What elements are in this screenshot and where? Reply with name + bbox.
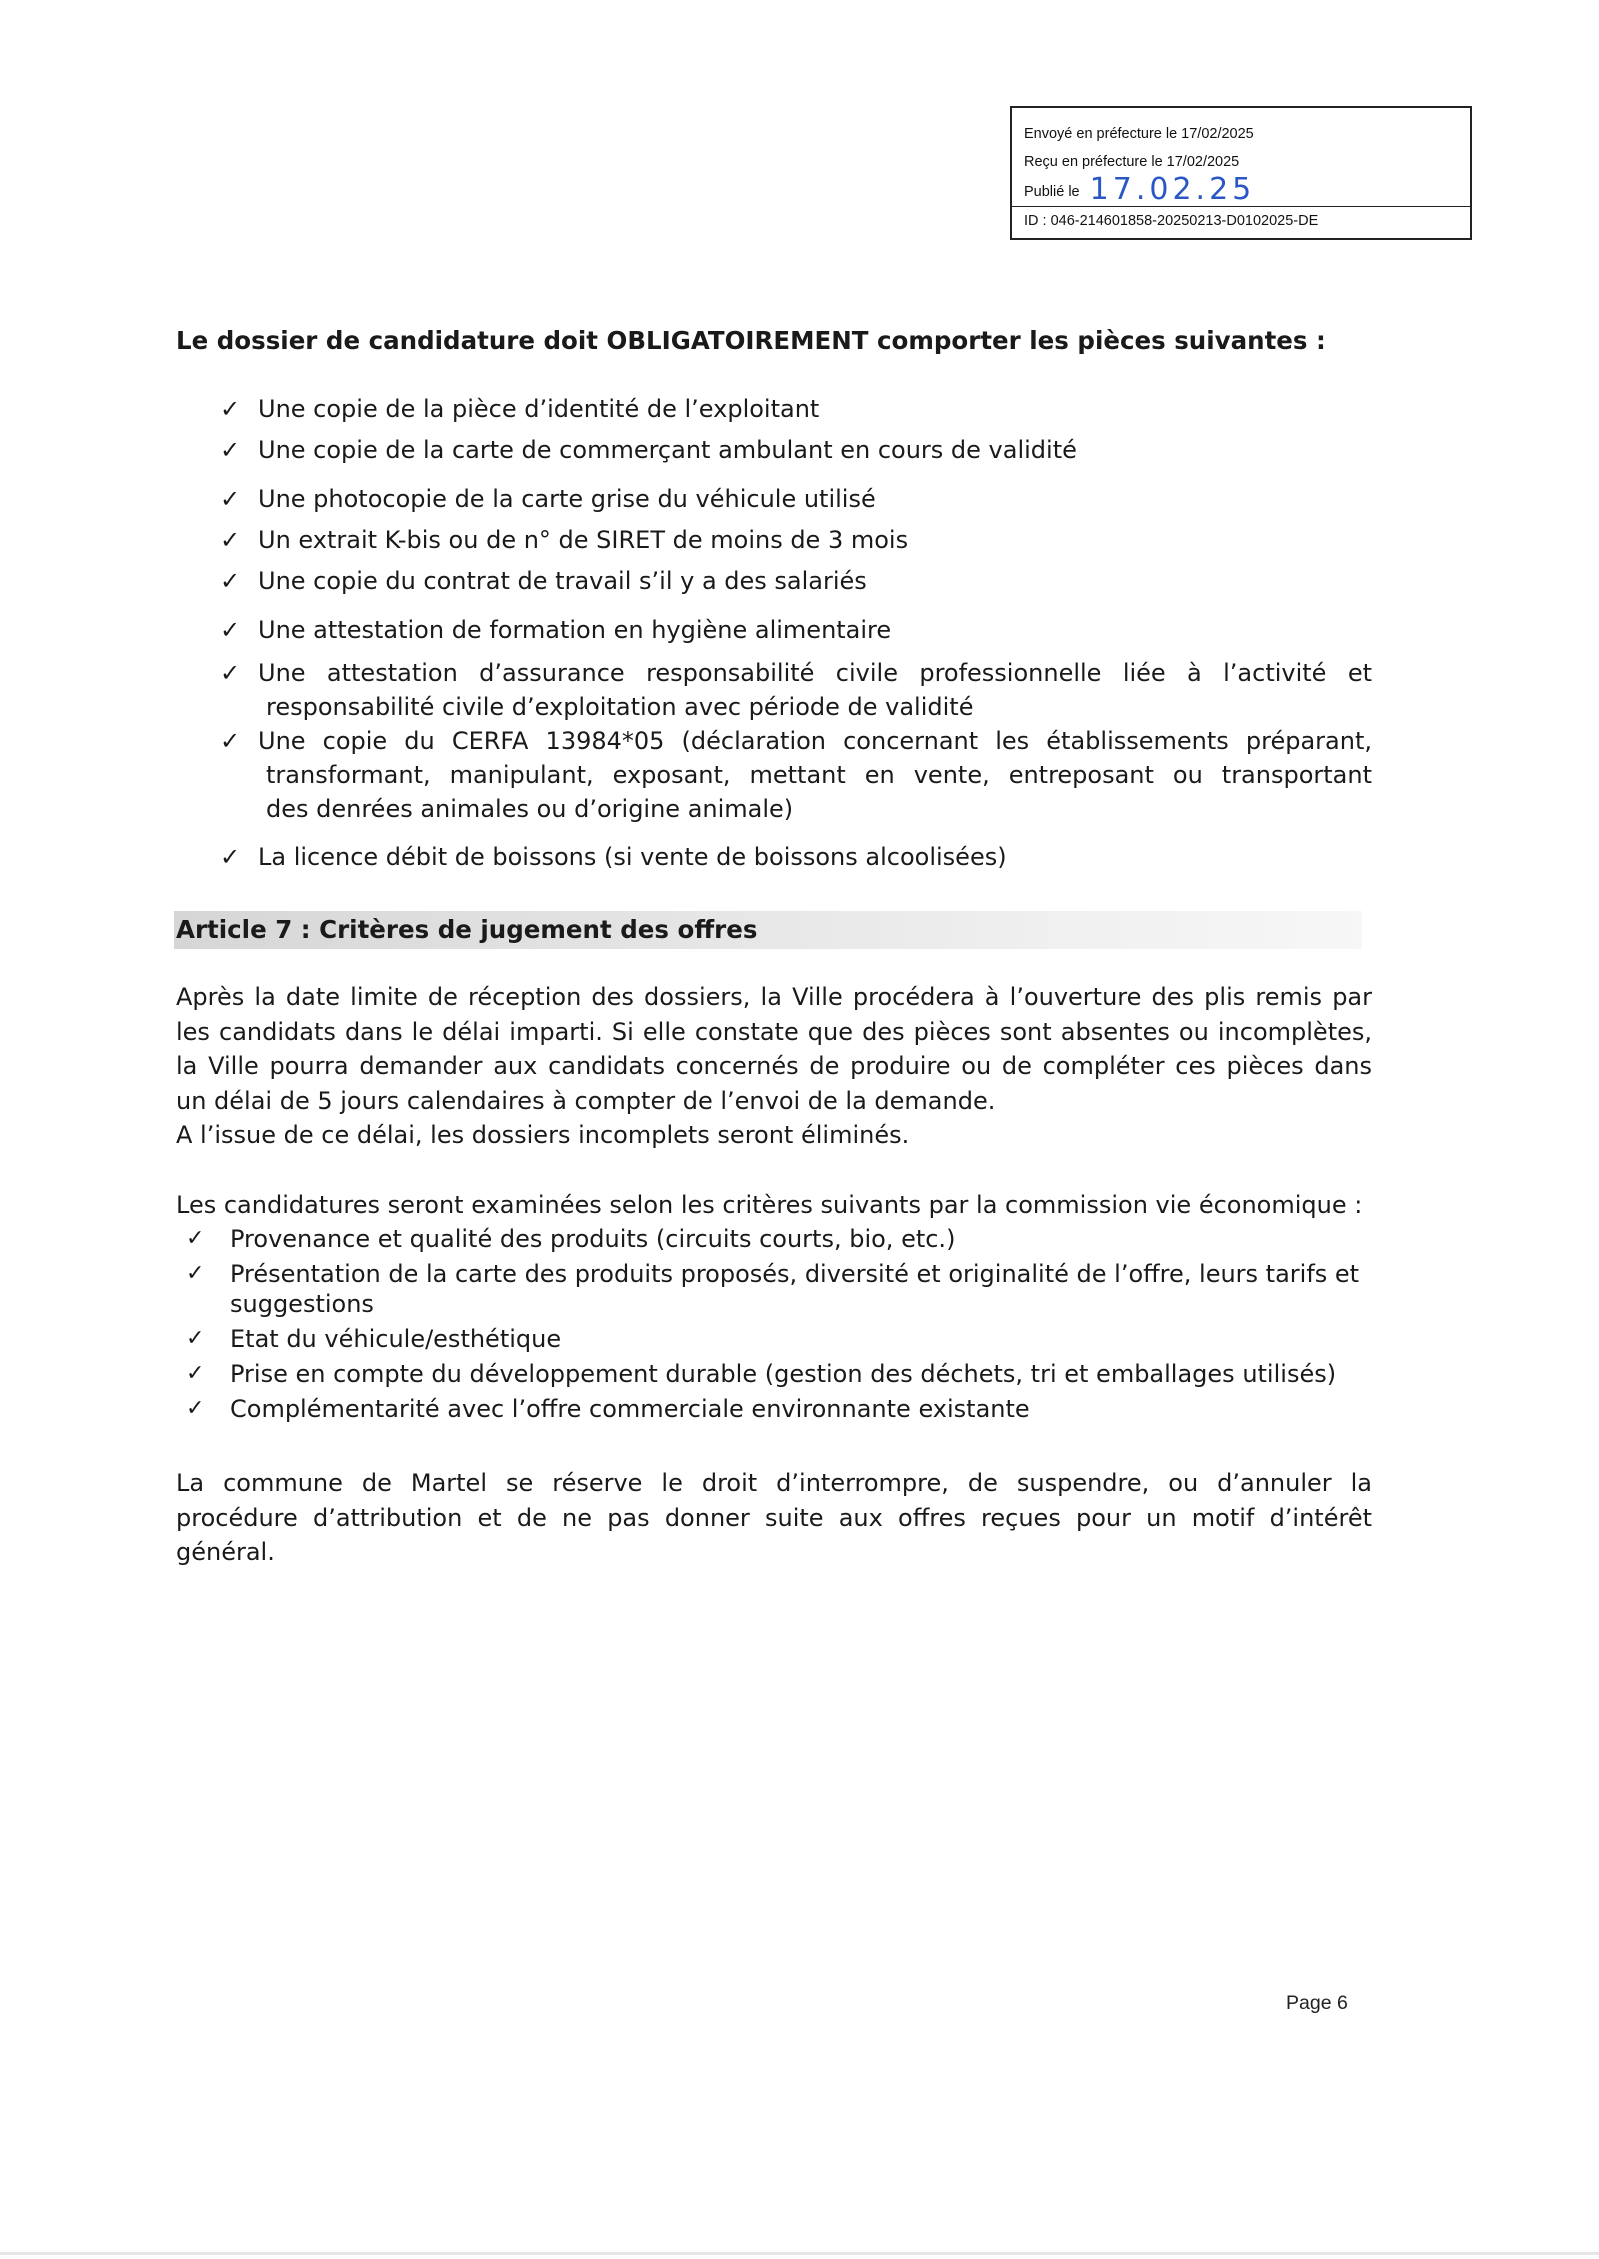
paragraph-line: la Ville pourra demander aux candidats concernés de produire ou de compléter ces pièces dans [176, 1052, 1372, 1080]
list-item [176, 1394, 1396, 1424]
list-item [220, 724, 1372, 826]
list-item-text: Etat du véhicule/esthétique [230, 1325, 562, 1353]
check-icon: ✓ [220, 567, 241, 595]
list-item-text: Présentation de la carte des produits proposés, diversité et originalité de l’offre, leurs tarifs et [230, 1260, 1360, 1288]
list-item-text: Complémentarité avec l’offre commerciale environnante existante [230, 1395, 1030, 1423]
check-icon: ✓ [186, 1396, 205, 1421]
paragraph-line: La commune de Martel se réserve le droit d’interrompre, de suspendre, ou d’annuler la [176, 1469, 1372, 1497]
scan-edge-divider [0, 2252, 1599, 2255]
check-icon: ✓ [220, 395, 241, 423]
list-item [220, 523, 1372, 557]
requirements-heading: Le dossier de candidature doit OBLIGATOIREMENT comporter les pièces suivantes : [176, 326, 1326, 355]
list-item-text: Une copie de la pièce d’identité de l’exploitant [258, 395, 820, 423]
criteria-list [176, 1224, 1396, 1429]
list-item [220, 656, 1372, 724]
stamp-id-line: ID : 046-214601858-20250213-D0102025-DE [1024, 213, 1319, 229]
list-item [176, 1259, 1396, 1319]
list-item [220, 482, 1372, 516]
list-item-text: Une attestation de formation en hygiène alimentaire [258, 616, 892, 644]
stamp-published-line [1024, 172, 1470, 207]
stamp-sent-line: Envoyé en préfecture le 17/02/2025 [1024, 126, 1254, 142]
paragraph-line: procédure d’attribution et de ne pas donner suite aux offres reçues pour un motif d’intérêt [176, 1503, 1372, 1532]
list-item-text: des denrées animales ou d’origine animale) [266, 795, 794, 823]
list-item-text: responsabilité civile d’exploitation avec période de validité [266, 693, 974, 721]
stamp-received-line: Reçu en préfecture le 17/02/2025 [1024, 154, 1240, 170]
list-item [176, 1224, 1396, 1254]
list-item-text: transformant, manipulant, exposant, mettant en vente, entreposant ou transportant [266, 761, 1372, 789]
check-icon: ✓ [186, 1361, 205, 1386]
check-icon: ✓ [186, 1326, 205, 1351]
list-item [220, 564, 1372, 598]
prefecture-stamp [1010, 106, 1472, 240]
list-item [176, 1359, 1396, 1389]
list-item-text: Prise en compte du développement durable (gestion des déchets, tri et emballages utilisés) [230, 1360, 1337, 1388]
list-item-text: Une attestation d’assurance responsabilité civile professionnelle liée à l’activité et [258, 659, 1372, 687]
list-item-text: Une copie du CERFA 13984*05 (déclaration concernant les établissements préparant, [258, 727, 1372, 755]
list-item-text: Une copie du contrat de travail s’il y a des salariés [258, 567, 867, 595]
page-number: Page 6 [1286, 1992, 1348, 2014]
list-item [220, 613, 1372, 647]
check-icon: ✓ [220, 727, 241, 755]
list-item-text: Une copie de la carte de commerçant ambulant en cours de validité [258, 436, 1077, 464]
check-icon: ✓ [220, 485, 241, 513]
list-item-text: suggestions [230, 1290, 374, 1318]
paragraph-line: Après la date limite de réception des dossiers, la Ville procédera à l’ouverture des plis remis par [176, 983, 1372, 1011]
list-item [220, 840, 1372, 874]
closing-paragraph [176, 1466, 1372, 1570]
list-item [176, 1324, 1396, 1354]
list-item-text: Provenance et qualité des produits (circuits courts, bio, etc.) [230, 1225, 956, 1253]
requirements-list [220, 392, 1372, 874]
list-item-text: La licence débit de boissons (si vente de boissons alcoolisées) [258, 843, 1007, 871]
list-item-text: Un extrait K-bis ou de n° de SIRET de moins de 3 mois [258, 526, 909, 554]
stamp-handwritten-date: 17.02.25 [1089, 172, 1256, 207]
list-item [220, 392, 1372, 426]
paragraph-line: général. [176, 1538, 275, 1566]
paragraph-line: A l’issue de ce délai, les dossiers incomplets seront éliminés. [176, 1121, 910, 1149]
list-item [220, 433, 1372, 467]
check-icon: ✓ [220, 616, 241, 644]
check-icon: ✓ [220, 659, 241, 687]
criteria-intro: Les candidatures seront examinées selon les critères suivants par la commission vie économique : [176, 1191, 1363, 1219]
check-icon: ✓ [220, 526, 241, 554]
paragraph-line: un délai de 5 jours calendaires à compter de l’envoi de la demande. [176, 1086, 996, 1115]
check-icon: ✓ [186, 1261, 205, 1286]
article-intro-paragraph [176, 980, 1372, 1153]
list-item-text: Une photocopie de la carte grise du véhicule utilisé [258, 485, 876, 513]
check-icon: ✓ [220, 436, 241, 464]
check-icon: ✓ [186, 1226, 205, 1251]
article-7-heading: Article 7 : Critères de jugement des offres [174, 911, 1362, 949]
check-icon: ✓ [220, 843, 241, 871]
stamp-published-label: Publié le [1024, 184, 1080, 200]
paragraph-line: les candidats dans le délai imparti. Si elle constate que des pièces sont absentes ou incomplètes, [176, 1017, 1372, 1046]
